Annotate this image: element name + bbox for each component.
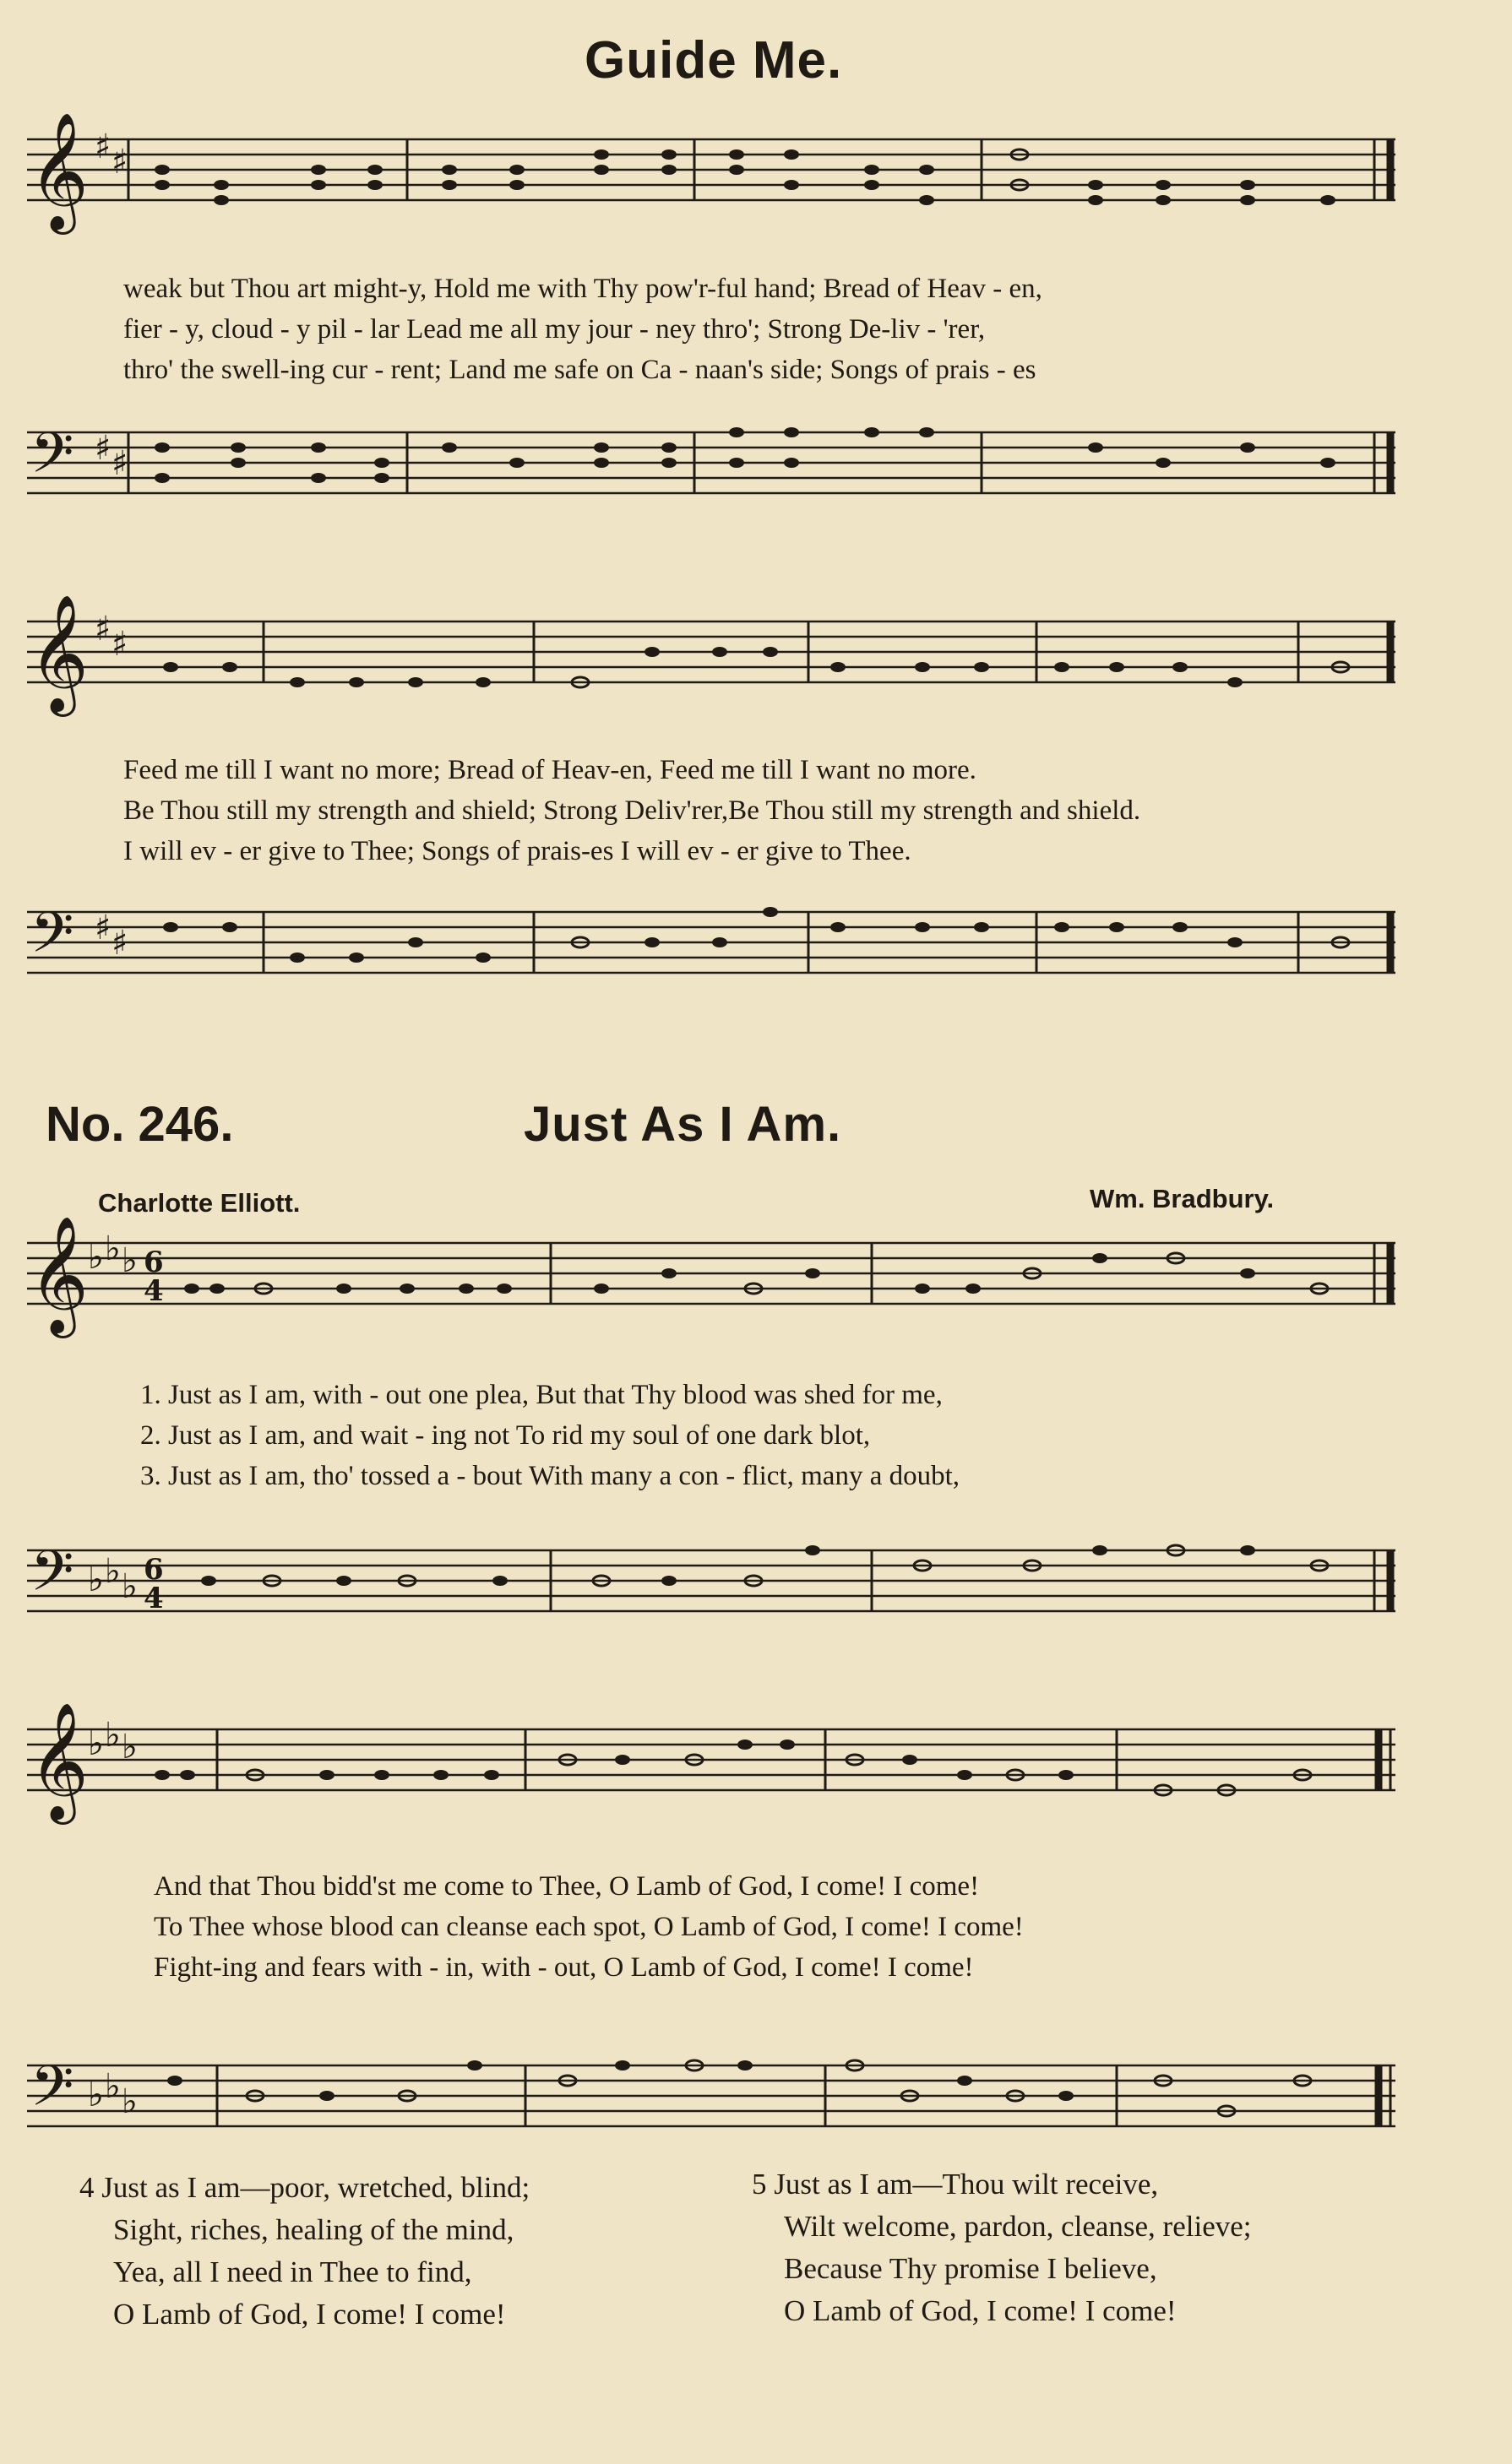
treble-staff — [27, 1216, 1395, 1333]
svg-text:♯: ♯ — [95, 610, 111, 649]
svg-text:♭: ♭ — [88, 1238, 104, 1277]
svg-text:♯: ♯ — [111, 924, 128, 963]
svg-text:♯: ♯ — [111, 444, 128, 483]
lyric-line: 1. Just as I am, with - out one plea, But that Thy blood was shed for me, — [140, 1380, 943, 1410]
lyrics-block — [123, 269, 1042, 390]
svg-text:♭: ♭ — [122, 1567, 138, 1606]
lyric-line: fier - y, cloud - y pil - lar Lead me all my jour - ney thro'; Strong De-liv - 'rer, — [123, 314, 986, 345]
verse-line: 4 Just as I am—poor, wretched, blind; — [79, 2171, 530, 2204]
verse-line: Wilt welcome, pardon, cleanse, relieve; — [784, 2210, 1252, 2243]
verse-line: O Lamb of God, I come! I come! — [784, 2294, 1177, 2327]
bass-staff — [27, 421, 1395, 508]
lyrics-block — [140, 1375, 960, 1496]
verse-line: Sight, riches, healing of the mind, — [113, 2213, 514, 2246]
composer-credit: Wm. Bradbury. — [1090, 1184, 1275, 1213]
lyric-line: Feed me till I want no more; Bread of Heav-en, Feed me till I want no more. — [123, 755, 976, 785]
svg-text:𝄞: 𝄞 — [29, 1216, 89, 1333]
bass-staff — [27, 900, 1395, 988]
lyric-line: weak but Thou art might-y, Hold me with Thy pow'r-ful hand; Bread of Heav - en, — [123, 274, 1042, 304]
svg-text:♭: ♭ — [88, 1724, 104, 1763]
svg-text:♯: ♯ — [95, 429, 111, 468]
svg-text:♭: ♭ — [105, 2067, 121, 2106]
svg-text:♭: ♭ — [105, 1552, 121, 1591]
hymn-title: Guide Me. — [585, 31, 843, 90]
svg-text:6: 6 — [144, 1553, 164, 1587]
bass-staff — [27, 2054, 1395, 2141]
verse-line: O Lamb of God, I come! I come! — [113, 2298, 506, 2331]
verse-line: Because Thy promise I believe, — [784, 2252, 1157, 2285]
svg-text:𝄢: 𝄢 — [30, 421, 74, 499]
svg-text:𝄞: 𝄞 — [29, 594, 89, 712]
svg-text:♭: ♭ — [88, 1560, 104, 1599]
lyric-line: And that Thou bidd'st me come to Thee, O Lamb of God, I come! I come! — [154, 1871, 980, 1902]
verse-line: Yea, all I need in Thee to find, — [113, 2255, 472, 2288]
treble-staff — [27, 594, 1395, 712]
svg-text:♯: ♯ — [111, 625, 128, 664]
notes-treble-1 — [27, 139, 1395, 215]
hymn-number: No. 246. — [46, 1097, 234, 1152]
svg-text:4: 4 — [144, 1274, 164, 1308]
svg-text:♭: ♭ — [105, 1229, 121, 1268]
lyric-line: 2. Just as I am, and wait - ing not To rid my soul of one dark blot, — [140, 1420, 871, 1451]
svg-text:♯: ♯ — [111, 143, 128, 182]
lyrics-block — [154, 1866, 1024, 1988]
svg-text:𝄞: 𝄞 — [29, 112, 89, 230]
lyricist-credit: Charlotte Elliott. — [98, 1188, 301, 1218]
lyrics-block — [123, 750, 1140, 871]
svg-text:♭: ♭ — [122, 2082, 138, 2121]
svg-text:6: 6 — [144, 1246, 164, 1279]
svg-text:♯: ♯ — [95, 128, 111, 166]
svg-text:4: 4 — [144, 1582, 164, 1615]
verse-5 — [752, 2163, 1252, 2332]
svg-text:𝄞: 𝄞 — [29, 1702, 89, 1820]
lyric-line: Be Thou still my strength and shield; Strong Deliv'rer,Be Thou still my strength and shield. — [123, 795, 1141, 826]
bass-staff — [27, 1539, 1395, 1626]
svg-text:𝄢: 𝄢 — [30, 900, 74, 979]
treble-staff — [27, 1702, 1395, 1820]
verse-line: 5 Just as I am—Thou wilt receive, — [752, 2168, 1159, 2201]
lyric-line: 3. Just as I am, tho' tossed a - bout With many a con - flict, many a doubt, — [140, 1461, 960, 1491]
verse-4 — [79, 2167, 530, 2336]
svg-text:♭: ♭ — [88, 2076, 104, 2114]
svg-text:♭: ♭ — [122, 1728, 138, 1767]
lyric-line: thro' the swell-ing cur - rent; Land me safe on Ca - naan's side; Songs of prais - es — [123, 355, 1036, 385]
svg-text:𝄢: 𝄢 — [30, 2054, 74, 2132]
svg-text:♭: ♭ — [122, 1241, 138, 1280]
lyric-line: I will ev - er give to Thee; Songs of prais-es I will ev - er give to Thee. — [123, 836, 911, 866]
svg-text:♯: ♯ — [95, 909, 111, 947]
svg-text:♭: ♭ — [105, 1716, 121, 1755]
lyric-line: Fight-ing and fears with - in, with - out, O Lamb of God, I come! I come! — [154, 1952, 974, 1983]
hymn-title: Just As I Am. — [524, 1097, 842, 1152]
svg-text:𝄢: 𝄢 — [30, 1539, 74, 1617]
lyric-line: To Thee whose blood can cleanse each spot, O Lamb of God, I come! I come! — [154, 1912, 1024, 1942]
